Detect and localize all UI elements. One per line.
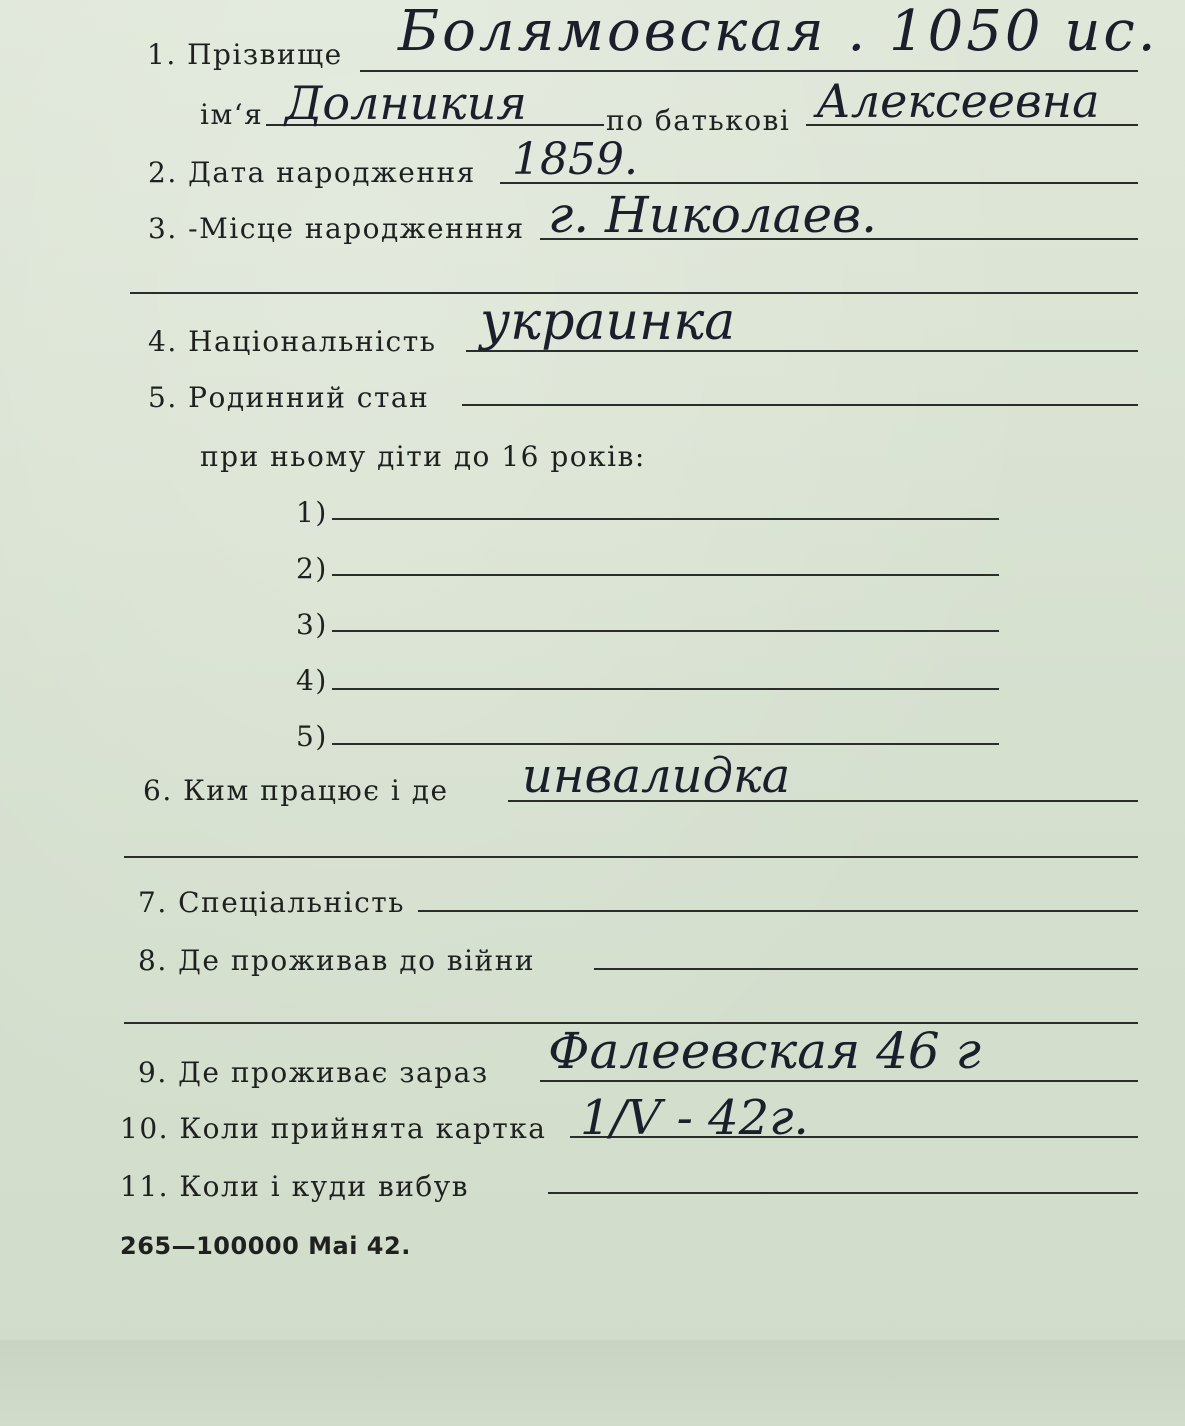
name-handwritten-value: Долникия <box>285 76 527 130</box>
marital-status-label: 5. Родинний стан <box>148 381 430 414</box>
surname-handwritten-value: Болямовская . 1050 ис. <box>398 0 1159 64</box>
print-info: 265—100000 Mai 42. <box>120 1232 411 1260</box>
specialty-label: 7. Спеціальність <box>138 886 405 919</box>
birth-place-label: 3. -Місце народженння <box>148 212 525 245</box>
child-2-line <box>332 574 999 576</box>
child-1-line <box>332 518 999 520</box>
nationality-label: 4. Національність <box>148 325 437 358</box>
current-residence-line <box>540 1080 1138 1082</box>
occupation-handwritten-value: инвалидка <box>522 748 791 804</box>
name-label: ім‘я <box>200 98 264 131</box>
prewar-residence-label: 8. Де проживав до війни <box>138 944 536 977</box>
departure-line <box>548 1192 1138 1194</box>
birth-date-handwritten-value: 1859. <box>512 134 638 185</box>
surname-label: 1. Прізвище <box>147 38 343 71</box>
specialty-line <box>418 910 1138 912</box>
prewar-residence-line <box>594 968 1138 970</box>
child-5-line <box>332 743 999 745</box>
child-4-line <box>332 688 999 690</box>
child-5-label: 5) <box>296 720 328 753</box>
birth-place-handwritten-value: г. Николаев. <box>548 186 878 244</box>
nationality-handwritten-value: украинка <box>480 292 736 352</box>
children-label: при ньому діти до 16 років: <box>200 440 646 473</box>
occupation-label: 6. Ким працює і де <box>143 774 449 807</box>
marital-status-line <box>462 404 1138 406</box>
birth-date-label: 2. Дата народження <box>148 156 476 189</box>
child-1-label: 1) <box>296 496 328 529</box>
child-2-label: 2) <box>296 552 328 585</box>
paper-fold-shadow <box>0 1340 1185 1426</box>
child-4-label: 4) <box>296 664 328 697</box>
child-3-line <box>332 630 999 632</box>
card-accepted-label: 10. Коли прийнята картка <box>120 1112 547 1145</box>
child-3-label: 3) <box>296 608 328 641</box>
card-accepted-handwritten-value: 1/V - 42г. <box>580 1090 809 1146</box>
patronymic-handwritten-value: Алексеевна <box>816 74 1100 128</box>
current-residence-label: 9. Де проживає зараз <box>138 1056 489 1089</box>
current-residence-handwritten-value: Фалеевская 46 г <box>548 1022 981 1080</box>
patronymic-label: по батькові <box>606 104 791 137</box>
occupation-extra-line <box>124 856 1138 858</box>
departure-label: 11. Коли і куди вибув <box>120 1170 469 1203</box>
surname-line <box>360 70 1138 72</box>
